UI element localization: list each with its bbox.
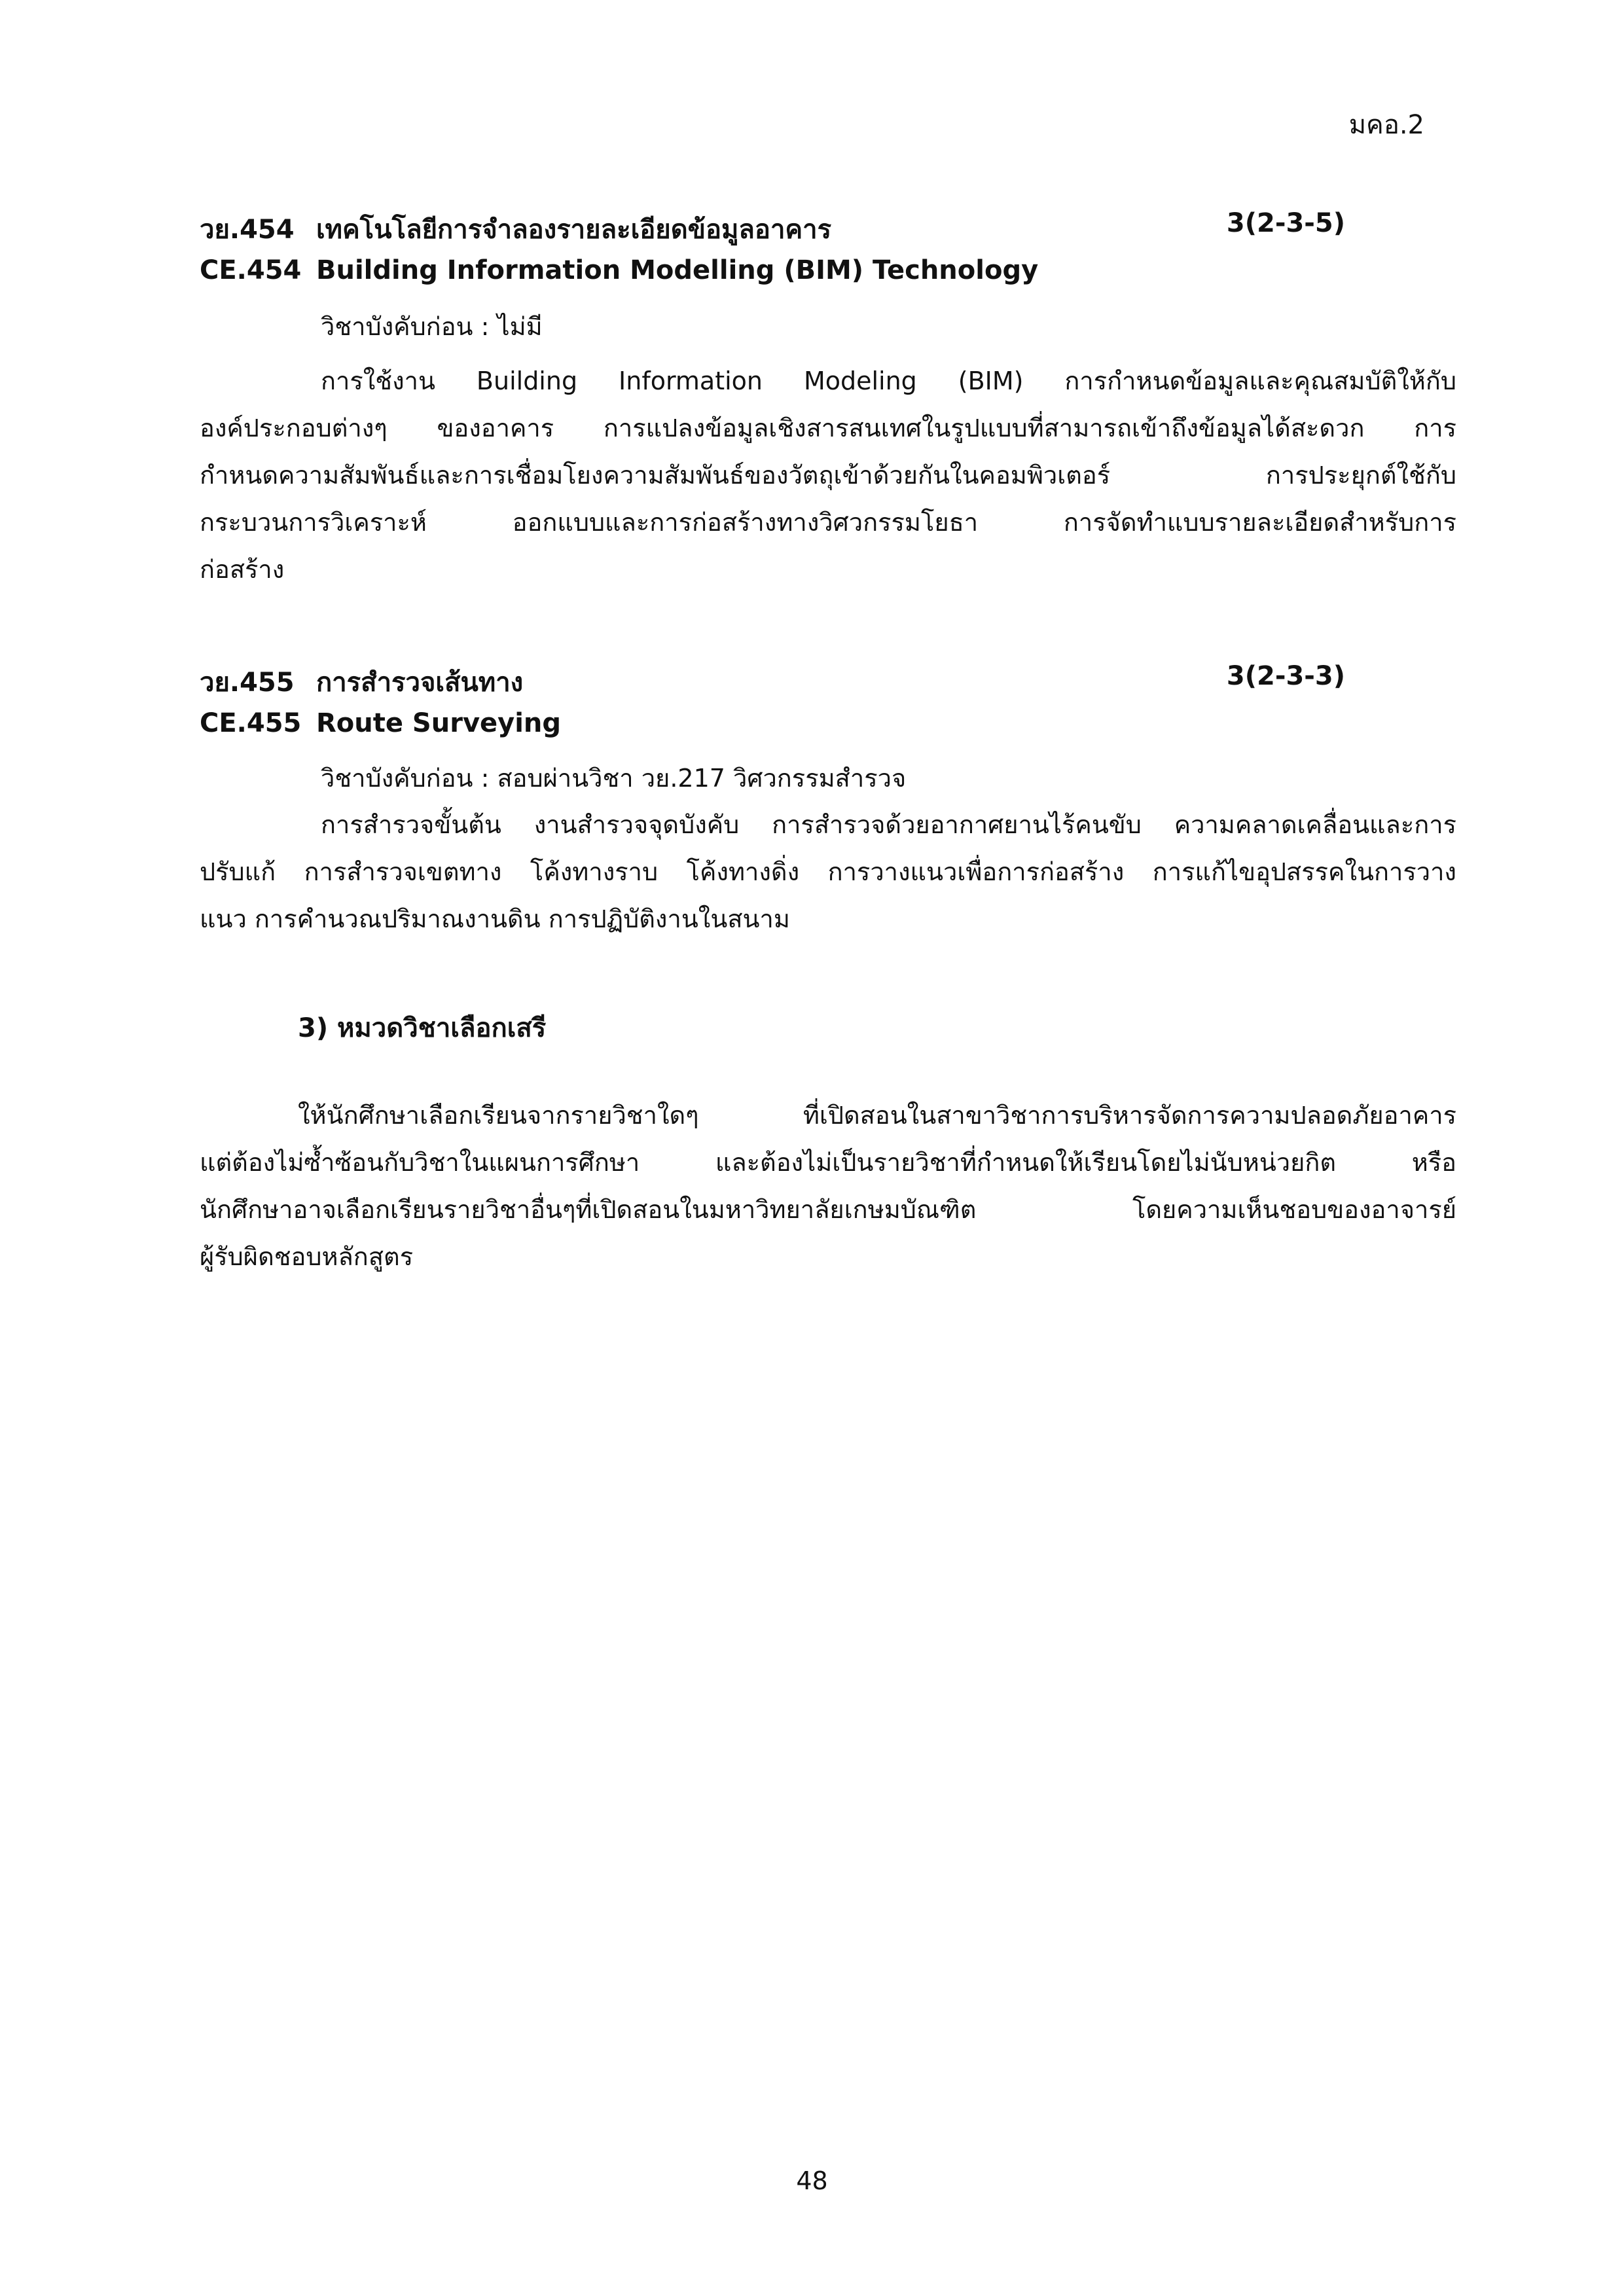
document-code: มคอ.2 (1348, 110, 1424, 140)
description-line: องค์ประกอบต่างๆ ของอาคาร การแปลงข้อมูลเชิงสารสนเทศในรูปแบบที่สามารถเข้าถึงข้อมูลได้สะดวก การ (200, 414, 1456, 442)
body-line: ผู้รับผิดชอบหลักสูตร (200, 1242, 414, 1271)
course-code-th: วย.454 (200, 215, 295, 245)
course-title-en: Building Information Modelling (BIM) Technology (316, 255, 1039, 285)
course-code-th: วย.455 (200, 668, 295, 698)
course-code-en: CE.455 (200, 708, 302, 738)
body-line: ให้นักศึกษาเลือกเรียนจากรายวิชาใดๆ ที่เปิดสอนในสาขาวิชาการบริหารจัดการความปลอดภัยอาคาร (298, 1101, 1456, 1130)
course-prerequisite: วิชาบังคับก่อน : สอบผ่านวิชา วย.217 วิศวกรรมสำรวจ (321, 764, 907, 793)
body-line: นักศึกษาอาจเลือกเรียนรายวิชาอื่นๆที่เปิดสอนในมหาวิทยาลัยเกษมบัณฑิต โดยความเห็นชอบของอาจารย์ (200, 1195, 1456, 1224)
description-line: การใช้งาน Building Information Modeling (BIM) การกำหนดข้อมูลและคุณสมบัติให้กับ (321, 367, 1456, 395)
course-title-row (200, 661, 1345, 703)
elective-section-body (200, 1092, 1456, 1280)
course-title-th: เทคโนโลยีการจำลองรายละเอียดข้อมูลอาคาร (316, 215, 832, 245)
description-line: แนว การคำนวณปริมาณงานดิน การปฏิบัติงานในสนาม (200, 905, 790, 933)
body-line: แต่ต้องไม่ซ้ำซ้อนกับวิชาในแผนการศึกษา และต้องไม่เป็นรายวิชาที่กำหนดให้เรียนโดยไม่นับหน่วยกิต หรือ (200, 1148, 1456, 1177)
description-line: การสำรวจขั้นต้น งานสำรวจจุดบังคับ การสำรวจด้วยอากาศยานไร้คนขับ ความคลาดเคลื่อนและการ (321, 810, 1456, 839)
course-title-en-row (200, 708, 561, 738)
description-line: กำหนดความสัมพันธ์และการเชื่อมโยงความสัมพันธ์ของวัตถุเข้าด้วยกันในคอมพิวเตอร์ การประยุกต์ใช้กับ (200, 461, 1456, 490)
section-heading: 3) หมวดวิชาเลือกเสรี (298, 1013, 547, 1043)
description-line: ก่อสร้าง (200, 555, 285, 584)
course-description (200, 801, 1456, 942)
course-code-en: CE.454 (200, 255, 302, 285)
course-title-th: การสำรวจเส้นทาง (316, 668, 524, 698)
course-title-en-row (200, 255, 1038, 285)
description-line: ปรับแก้ การสำรวจเขตทาง โค้งทางราบ โค้งทางดิ่ง การวางแนวเพื่อการก่อสร้าง การแก้ไขอุปสรรคในการวาง (200, 857, 1456, 886)
course-credits: 3(2-3-5) (1226, 208, 1345, 238)
course-credits: 3(2-3-3) (1226, 661, 1345, 691)
course-description (200, 357, 1456, 593)
course-prerequisite: วิชาบังคับก่อน : ไม่มี (321, 312, 543, 341)
description-line: กระบวนการวิเคราะห์ ออกแบบและการก่อสร้างทางวิศวกรรมโยธา การจัดทำแบบรายละเอียดสำหรับการ (200, 508, 1456, 537)
course-title-en: Route Surveying (316, 708, 562, 738)
course-title-row (200, 208, 1345, 250)
page-number: 48 (796, 2166, 828, 2195)
